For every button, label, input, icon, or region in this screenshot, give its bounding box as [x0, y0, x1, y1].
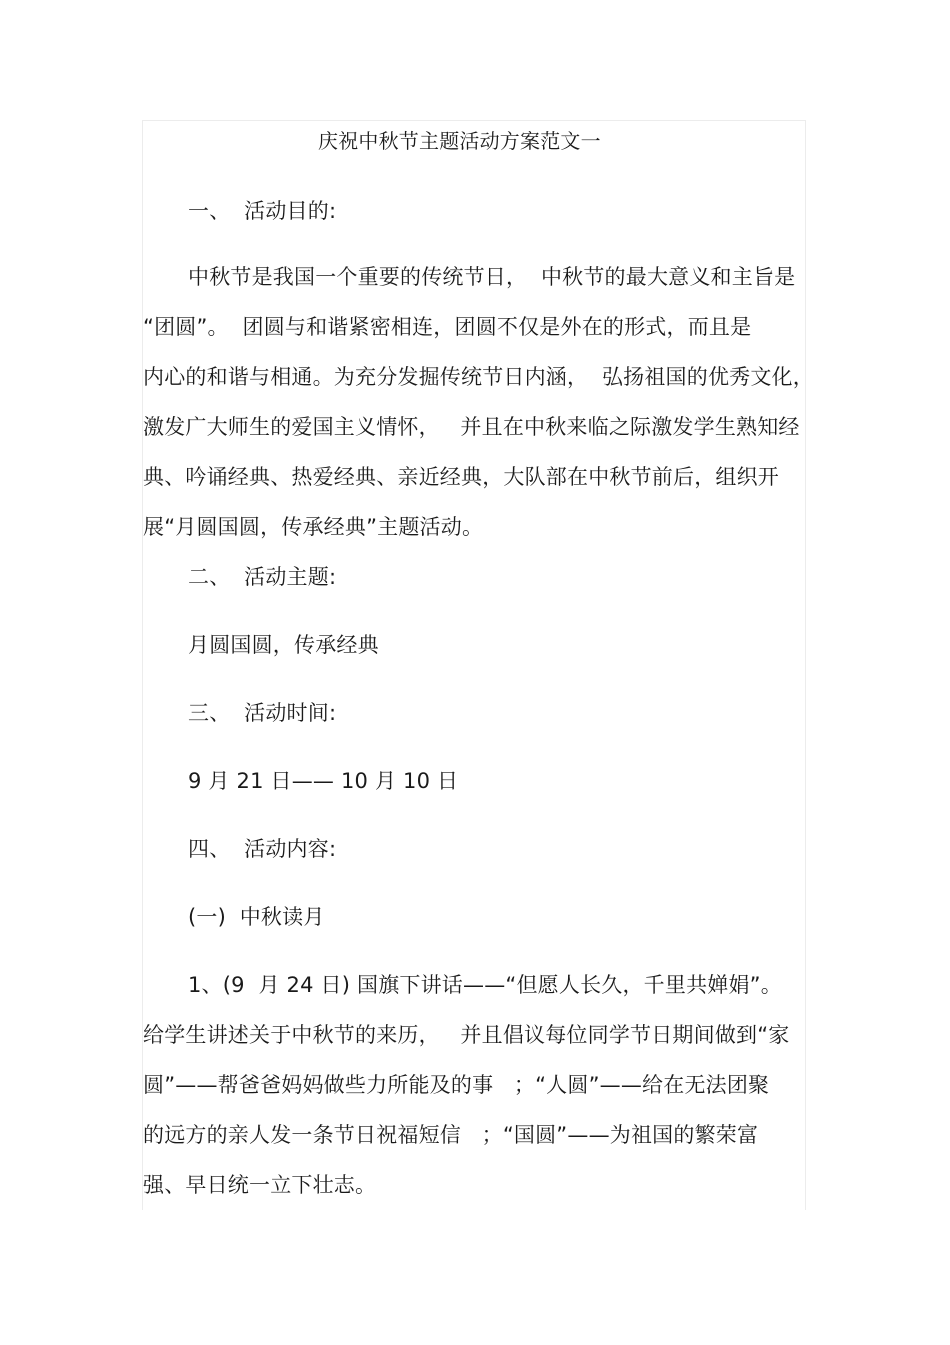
- item1-line-2: 给学生讲述关于中秋节的来历， 并且倡议每位同学节日期间做到“家: [143, 1023, 790, 1047]
- item1-line-1: 1、(9 月 24 日) 国旗下讲话——“但愿人长久，千里共婵娟”。: [188, 973, 782, 997]
- item1-line-4: 的远方的亲人发一条节日祝福短信 ；“国圆”——为祖国的繁荣富: [143, 1123, 759, 1147]
- purpose-paragraph-line-6: 展“月圆国圆，传承经典”主题活动。: [143, 515, 484, 539]
- theme-text: 月圆国圆，传承经典: [188, 633, 379, 657]
- purpose-paragraph-line-3: 内心的和谐与相通。为充分发掘传统节日内涵， 弘扬祖国的优秀文化，: [143, 365, 814, 389]
- time-text: 9 月 21 日—— 10 月 10 日: [188, 769, 459, 793]
- document-title: 庆祝中秋节主题活动方案范文一: [318, 129, 601, 153]
- item1-line-5: 强、早日统一立下壮志。: [143, 1173, 377, 1197]
- section-heading-time: 三、 活动时间:: [188, 701, 337, 725]
- section-heading-purpose: 一、 活动目的:: [188, 199, 337, 223]
- section-heading-theme: 二、 活动主题:: [188, 565, 337, 589]
- item1-line-3: 圆”——帮爸爸妈妈做些力所能及的事 ；“人圆”——给在无法团聚: [143, 1073, 770, 1097]
- section-heading-content: 四、 活动内容:: [188, 837, 337, 861]
- subsection-heading-reading-moon: (一) 中秋读月: [188, 905, 325, 929]
- purpose-paragraph-line-1: 中秋节是我国一个重要的传统节日， 中秋节的最大意义和主旨是: [188, 265, 796, 289]
- purpose-paragraph-line-4: 激发广大师生的爱国主义情怀， 并且在中秋来临之际激发学生熟知经: [143, 415, 800, 439]
- purpose-paragraph-line-2: “团圆”。 团圆与和谐紧密相连，团圆不仅是外在的形式，而且是: [143, 315, 752, 339]
- purpose-paragraph-line-5: 典、吟诵经典、热爱经典、亲近经典，大队部在中秋节前后，组织开: [143, 465, 779, 489]
